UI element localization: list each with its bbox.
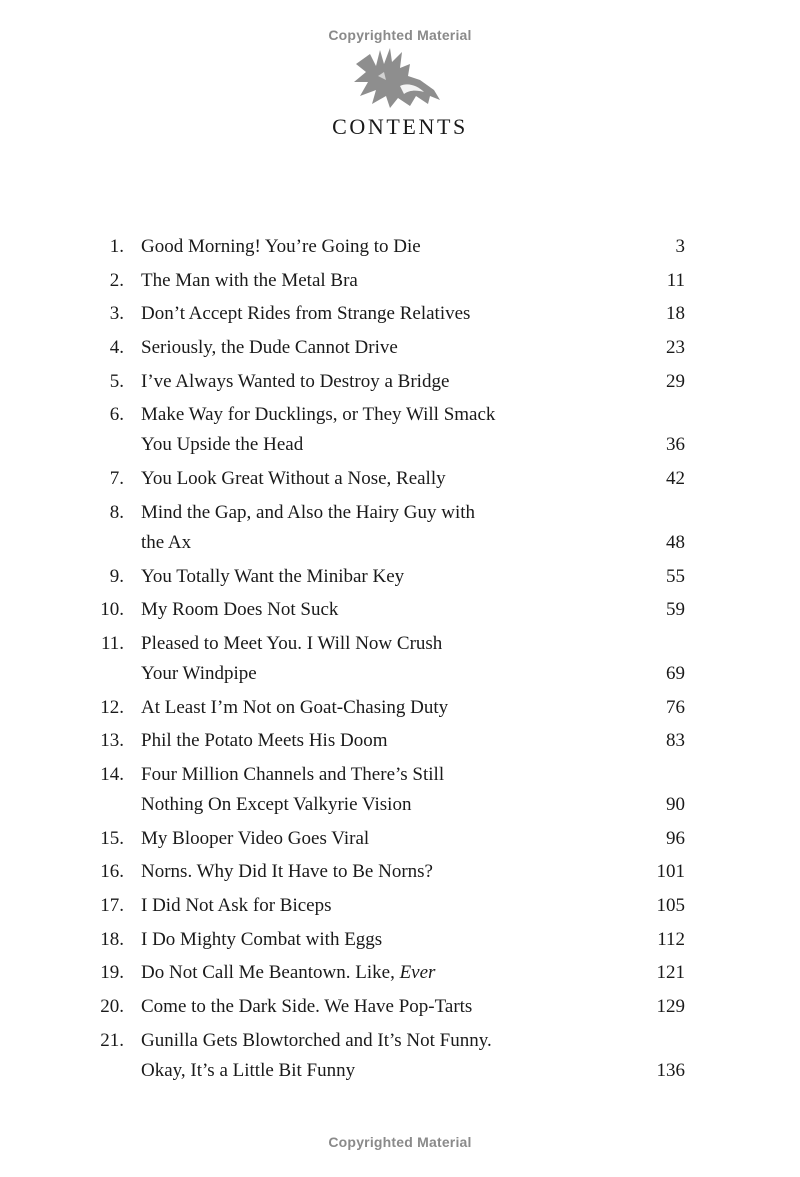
- chapter-number: 12.: [100, 696, 124, 718]
- chapter-title: [141, 367, 581, 397]
- page-title: CONTENTS: [332, 114, 468, 139]
- chapter-number: 14.: [100, 763, 124, 785]
- page-number: 11: [666, 269, 685, 291]
- toc-entry: [0, 857, 800, 887]
- chapter-number: 19.: [100, 962, 124, 984]
- toc-entry: [0, 232, 800, 262]
- page-number: 90: [666, 793, 685, 815]
- toc-entry: [0, 595, 800, 625]
- chapter-title-italic: Ever: [399, 962, 436, 984]
- chapter-title: [141, 925, 581, 955]
- chapter-title-line: Okay, It’s a Little Bit Funny: [141, 1059, 356, 1081]
- toc-entry: [0, 693, 800, 723]
- chapter-title-line: Good Morning! You’re Going to Die: [141, 236, 421, 257]
- chapter-title-line: I Do Mighty Combat with Eggs: [141, 928, 383, 950]
- page-number: 96: [666, 827, 685, 849]
- chapter-title-line: I Did Not Ask for Biceps: [141, 895, 332, 916]
- chapter-title: [141, 464, 581, 494]
- chapter-title-line: Phil the Potato Meets His Doom: [141, 730, 388, 752]
- page-number: 105: [656, 895, 685, 916]
- chapter-title: [141, 562, 581, 592]
- chapter-title: [141, 232, 581, 262]
- chapter-title-line: Gunilla Gets Blowtorched and It’s Not Funny.: [141, 1029, 492, 1051]
- page-number: 76: [666, 696, 685, 718]
- page-number: 36: [666, 434, 685, 456]
- toc-entry: [0, 266, 800, 296]
- chapter-title: [141, 266, 581, 296]
- chapter-title-line: Don’t Accept Rides from Strange Relatives: [141, 303, 471, 325]
- toc-entry: [0, 299, 800, 329]
- chapter-number: 8.: [109, 501, 124, 523]
- watermark-bottom: Copyrighted Material: [328, 1134, 472, 1150]
- chapter-number: 13.: [100, 730, 124, 752]
- chapter-title-line: At Least I’m Not on Goat-Chasing Duty: [141, 696, 449, 718]
- chapter-title-line: Your Windpipe: [141, 662, 257, 684]
- chapter-number: 16.: [100, 861, 124, 883]
- chapter-title-text: Do Not Call Me Beantown. Like,: [141, 962, 400, 984]
- chapter-title-line: Norns. Why Did It Have to Be Norns?: [141, 861, 433, 883]
- toc-entry: [0, 498, 800, 558]
- page-number: 59: [666, 599, 685, 621]
- chapter-title-line: Nothing On Except Valkyrie Vision: [141, 793, 412, 815]
- toc-entry: [0, 925, 800, 955]
- chapter-title: [141, 595, 581, 625]
- chapter-title-line: The Man with the Metal Bra: [141, 269, 358, 291]
- chapter-number: 1.: [109, 236, 124, 257]
- toc-entry: [0, 464, 800, 494]
- chapter-title: [141, 498, 581, 558]
- toc-entry: [0, 726, 800, 756]
- chapter-title-line: Mind the Gap, and Also the Hairy Guy with: [141, 501, 476, 523]
- chapter-title: [141, 891, 581, 921]
- chapter-number: 9.: [109, 565, 124, 587]
- chapter-title-line: You Totally Want the Minibar Key: [141, 565, 405, 587]
- wolf-head-emblem-icon: [350, 46, 442, 110]
- page-number: 69: [666, 662, 685, 684]
- page-number: 83: [666, 730, 685, 752]
- chapter-title-line: Pleased to Meet You. I Will Now Crush: [141, 632, 443, 654]
- chapter-title: [141, 1026, 581, 1086]
- toc-entry: [0, 891, 800, 921]
- chapter-title-line: [141, 958, 581, 988]
- chapter-number: 11.: [100, 632, 124, 654]
- chapter-title: [141, 400, 581, 460]
- page-number: 101: [656, 861, 685, 883]
- toc-entry: [0, 400, 800, 460]
- chapter-title: [141, 629, 581, 689]
- toc-entry: [0, 1026, 800, 1086]
- chapter-title: [141, 693, 581, 723]
- page-number: 23: [666, 337, 685, 359]
- chapter-number: 6.: [109, 404, 124, 426]
- page-number: 55: [666, 565, 685, 587]
- toc-entry: [0, 629, 800, 689]
- page-number: 3: [675, 236, 685, 257]
- page-number: 29: [666, 370, 685, 392]
- chapter-number: 20.: [100, 996, 124, 1018]
- chapter-title-line: You Upside the Head: [141, 434, 304, 456]
- chapter-title: [141, 992, 581, 1022]
- chapter-title-line: You Look Great Without a Nose, Really: [141, 468, 446, 490]
- toc-entry: [0, 824, 800, 854]
- chapter-title-line: Four Million Channels and There’s Still: [141, 763, 445, 785]
- page-number: 112: [657, 928, 685, 950]
- toc-entry: [0, 562, 800, 592]
- chapter-title-line: Seriously, the Dude Cannot Drive: [141, 337, 398, 359]
- page-number: 42: [666, 468, 685, 490]
- chapter-number: 15.: [100, 827, 124, 849]
- chapter-title: [141, 299, 581, 329]
- watermark-top: Copyrighted Material: [328, 27, 472, 43]
- chapter-number: 2.: [109, 269, 124, 291]
- chapter-number: 21.: [100, 1029, 124, 1051]
- chapter-title-line: My Room Does Not Suck: [141, 599, 339, 621]
- page-number: 136: [656, 1059, 685, 1081]
- page-number: 48: [666, 531, 685, 553]
- page-number: 18: [666, 303, 685, 325]
- table-of-contents: [0, 232, 800, 1089]
- chapter-number: 7.: [109, 468, 124, 490]
- toc-entry: [0, 333, 800, 363]
- chapter-title: [141, 857, 581, 887]
- chapter-title-line: Make Way for Ducklings, or They Will Smack: [141, 404, 496, 426]
- chapter-title-line: Come to the Dark Side. We Have Pop-Tarts: [141, 996, 473, 1018]
- chapter-number: 10.: [100, 599, 124, 621]
- chapter-number: 4.: [109, 337, 124, 359]
- toc-entry: [0, 760, 800, 820]
- page-number: 129: [656, 996, 685, 1018]
- chapter-number: 18.: [100, 928, 124, 950]
- chapter-number: 5.: [109, 370, 124, 392]
- chapter-number: 17.: [100, 895, 124, 916]
- chapter-title-line: I’ve Always Wanted to Destroy a Bridge: [141, 370, 450, 392]
- chapter-title: [141, 726, 581, 756]
- chapter-title: [141, 333, 581, 363]
- chapter-title: [141, 760, 581, 820]
- toc-entry: [0, 367, 800, 397]
- chapter-number: 3.: [109, 303, 124, 325]
- toc-entry: [0, 992, 800, 1022]
- chapter-title-line: My Blooper Video Goes Viral: [141, 827, 370, 849]
- chapter-title: [141, 824, 581, 854]
- page-number: 121: [656, 962, 685, 984]
- toc-entry: [0, 958, 800, 988]
- chapter-title-line: the Ax: [141, 531, 192, 553]
- chapter-title: [141, 958, 581, 988]
